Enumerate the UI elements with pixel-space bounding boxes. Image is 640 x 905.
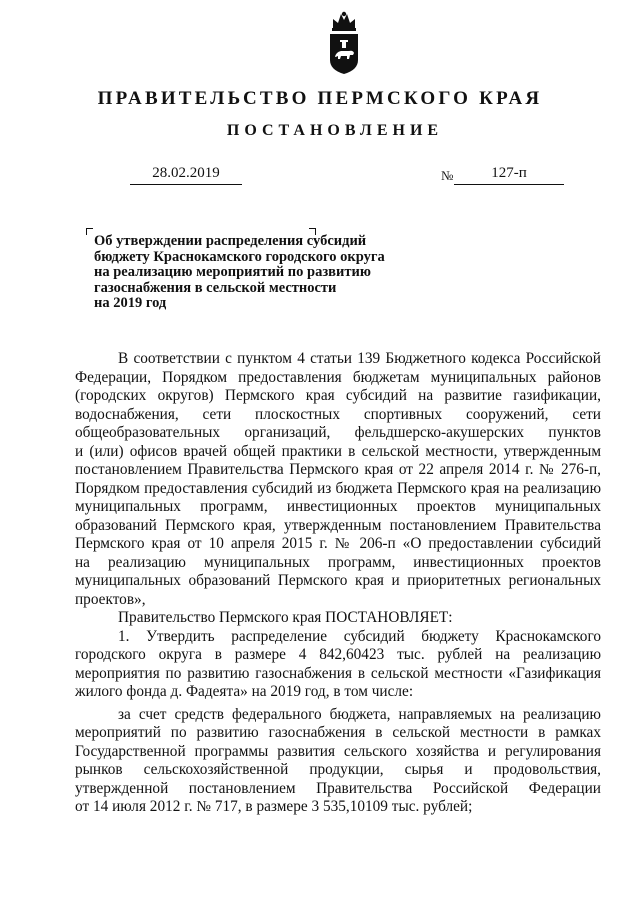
text-line: общеобразовательных организаций, фельдшерско-акушерских пунктов — [75, 424, 601, 441]
text-line: муниципальных программ, инвестиционных проектов муниципальных — [75, 498, 601, 515]
text-line: за счет средств федерального бюджета, направляемых на реализацию — [118, 705, 601, 723]
text-line: мероприятия по развитию газоснабжения в сельской местности «Газификация — [75, 664, 601, 682]
title-line: газоснабжения в сельской местности — [94, 279, 337, 296]
text-line: рынков сельскохозяйственной продукции, сырья и продовольствия, — [75, 761, 601, 778]
text-line: Государственной программы развития сельского хозяйства и регулирования — [75, 742, 601, 760]
text-line: 1. Утвердить распределение субсидий бюджету Краснокамского — [118, 627, 601, 645]
perm-krai-emblem — [327, 10, 361, 76]
title-corner-left — [86, 228, 93, 235]
text-line: Федерации, Порядком предоставления бюджетам муниципальных районов — [75, 368, 601, 386]
text-line: жилого фонда д. Фадеята» на 2019 год, в том числе: — [75, 683, 414, 700]
title-line: на реализацию мероприятий по развитию — [94, 264, 371, 280]
title-line: бюджету Краснокамского городского округа — [94, 248, 385, 265]
government-name: ПРАВИТЕЛЬСТВО ПЕРМСКОГО КРАЯ — [97, 88, 543, 109]
number-sign: № — [441, 168, 454, 183]
decree-title — [94, 234, 385, 312]
text-line: (городских округов) Пермского края субсидий на развитие газификации, — [75, 387, 601, 404]
text-line: муниципальных образований Пермского края и приоритетных региональных — [75, 572, 601, 589]
decree-body — [75, 350, 601, 817]
text-line: утвержденной постановлением Правительства Российской Федерации — [75, 779, 601, 797]
text-line: мероприятий по развитию газоснабжения в сельской местности в рамках — [75, 724, 601, 741]
text-line: В соответствии с пунктом 4 статьи 139 Бюджетного кодекса Российской — [118, 350, 601, 367]
title-line: на 2019 год — [94, 295, 167, 311]
decree-number: 127-п — [454, 165, 564, 185]
text-line: проектов», — [75, 590, 146, 608]
text-line: городского округа в размере 4 842,60423 тыс. рублей на реализацию — [75, 646, 601, 663]
decree-date: 28.02.2019 — [130, 165, 242, 185]
text-line: водоснабжения, сети плоскостных спортивных сооружений, сети — [75, 405, 601, 423]
text-line: образований Пермского края, утвержденным постановлением Правительства — [75, 516, 601, 534]
text-line: постановлением Правительства Пермского края от 22 апреля 2014 г. № 276-п, — [75, 461, 601, 478]
title-line: Об утверждении распределения субсидий — [94, 233, 367, 249]
text-line: Порядком предоставления субсидий из бюджета Пермского края на реализацию — [75, 479, 601, 497]
text-line: и (или) офисов врачей общей практики в сельской местности, утвержденным — [75, 442, 601, 460]
text-line: Пермского края от 10 апреля 2015 г. № 206-п «О предоставлении субсидий — [75, 535, 601, 552]
text-line: Правительство Пермского края ПОСТАНОВЛЯЕТ: — [118, 609, 453, 626]
text-line: от 14 июля 2012 г. № 717, в размере 3 535,10109 тыс. рублей; — [75, 798, 473, 815]
document-type: ПОСТАНОВЛЕНИЕ — [226, 122, 444, 139]
text-line: на реализацию муниципальных программ, инвестиционных проектов — [75, 553, 601, 571]
